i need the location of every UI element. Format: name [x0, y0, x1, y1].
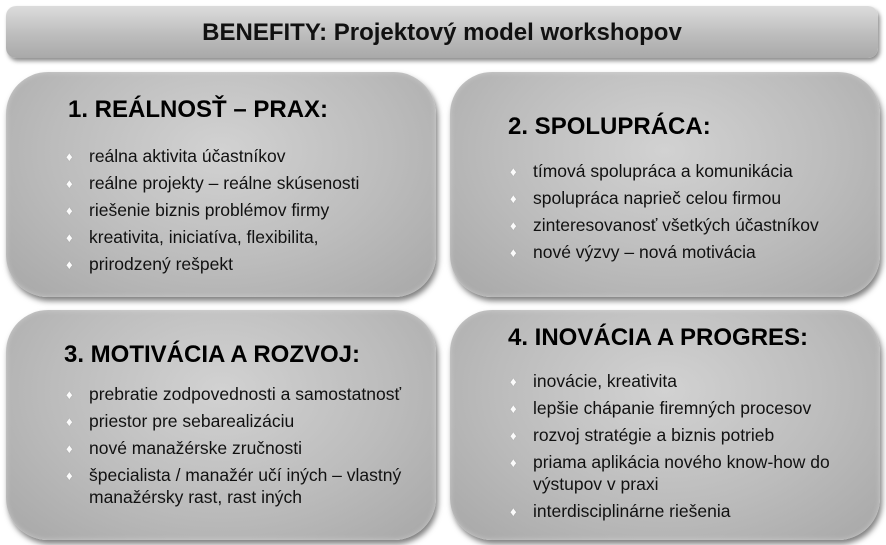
list-item: ♦ špecialista / manažér učí iných – vlastný manažérsky rast, rast iných: [66, 465, 402, 507]
card-spolupraca: [450, 72, 880, 297]
card-realnost-prax: [6, 72, 436, 297]
card-heading: 2. SPOLUPRÁCA:: [508, 113, 711, 140]
list-item: ♦ tímová spolupráca a komunikácia: [510, 161, 793, 181]
diamond-bullet-icon: ♦: [510, 191, 517, 206]
diamond-bullet-icon: ♦: [66, 203, 73, 218]
diamond-bullet-icon: ♦: [66, 441, 73, 456]
title-banner: [6, 6, 878, 58]
list-item: ♦ prirodzený rešpekt: [66, 254, 233, 274]
diamond-bullet-icon: ♦: [66, 468, 73, 483]
diamond-bullet-icon: ♦: [510, 374, 517, 389]
list-item: ♦ interdisciplinárne riešenia: [510, 501, 731, 521]
card-inovacia-progres: [450, 310, 880, 540]
diamond-bullet-icon: ♦: [510, 245, 517, 260]
list-item: ♦ priama aplikácia nového know-how do výstupov v praxi: [510, 452, 830, 494]
list-item: ♦ reálna aktivita účastníkov: [66, 146, 286, 166]
list-item: ♦ priestor pre sebarealizáciu: [66, 411, 295, 431]
benefit-list: [508, 370, 863, 527]
list-item: ♦ nové výzvy – nová motivácia: [510, 242, 756, 262]
diamond-bullet-icon: ♦: [66, 257, 73, 272]
diamond-bullet-icon: ♦: [66, 230, 73, 245]
diamond-bullet-icon: ♦: [510, 455, 517, 470]
diamond-bullet-icon: ♦: [66, 149, 73, 164]
card-heading: 4. INOVÁCIA A PROGRES:: [508, 324, 809, 351]
list-item: ♦ nové manažérske zručnosti: [66, 438, 303, 458]
list-item: ♦ lepšie chápanie firemných procesov: [510, 398, 812, 418]
diamond-bullet-icon: ♦: [510, 428, 517, 443]
list-item: ♦ spolupráca naprieč celou firmou: [510, 188, 782, 208]
benefit-list: [64, 145, 359, 280]
list-item: ♦ prebratie zodpovednosti a samostatnosť: [66, 384, 402, 404]
diamond-bullet-icon: ♦: [66, 176, 73, 191]
diamond-bullet-icon: ♦: [66, 414, 73, 429]
list-item: ♦ kreativita, iniciatíva, flexibilita,: [66, 227, 319, 247]
card-heading: 1. REÁLNOSŤ – PRAX:: [68, 96, 329, 123]
list-item: ♦ zinteresovanosť všetkých účastníkov: [510, 215, 819, 235]
list-item: ♦ rozvoj stratégie a biznis potrieb: [510, 425, 775, 445]
diamond-bullet-icon: ♦: [510, 164, 517, 179]
diamond-bullet-icon: ♦: [510, 504, 517, 519]
diamond-bullet-icon: ♦: [510, 401, 517, 416]
list-item: ♦ riešenie biznis problémov firmy: [66, 200, 330, 220]
card-motivacia-rozvoj: [6, 310, 436, 540]
benefit-list: [508, 160, 819, 268]
card-heading: 3. MOTIVÁCIA A ROZVOJ:: [64, 341, 361, 368]
diamond-bullet-icon: ♦: [66, 387, 73, 402]
benefit-list: [64, 383, 429, 513]
list-item: ♦ reálne projekty – reálne skúsenosti: [66, 173, 360, 193]
diamond-bullet-icon: ♦: [510, 218, 517, 233]
list-item: ♦ inovácie, kreativita: [510, 371, 677, 391]
page-title: BENEFITY: Projektový model workshopov: [202, 19, 682, 46]
